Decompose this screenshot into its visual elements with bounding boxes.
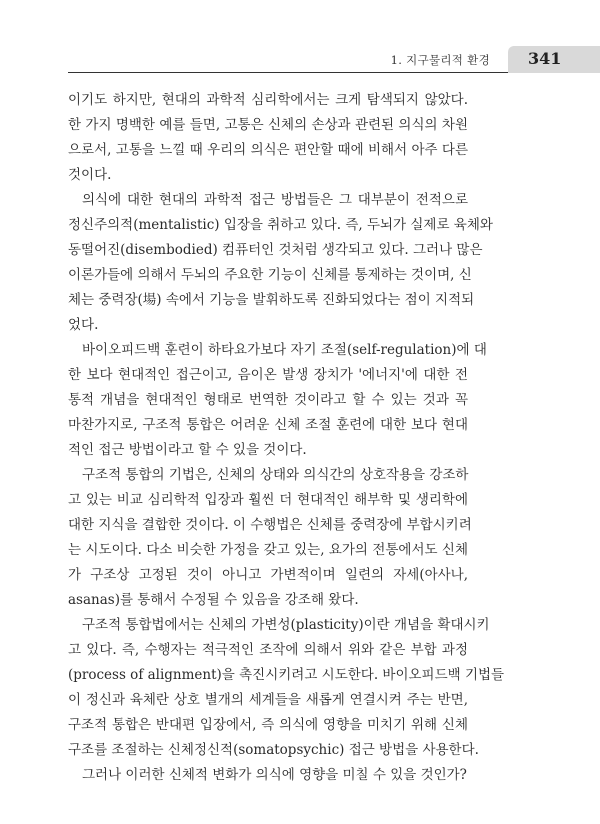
paragraph [68,188,493,338]
paragraph [68,613,505,763]
paragraph [68,338,487,463]
text-line: 통적 개념을 현대적인 형태로 번역한 것이라고 할 수 있는 것과 꼭 [68,392,468,408]
body-text [68,88,505,788]
text-line: (process of alignment)을 촉진시키려고 시도한다. 바이오피드백 기법들 [68,667,505,683]
text-line: 구조적 통합은 반대편 입장에서, 즉 의식에 영향을 미치기 위해 신체 [68,717,468,733]
text-line: 바이오피드백 훈련이 하타요가보다 자기 조절(self-regulation)에 대 [82,342,487,358]
paragraph [68,463,472,613]
paragraph [68,763,468,788]
text-line: 마찬가지로, 구조적 통합은 어려운 신체 조절 훈련에 대한 보다 현대 [68,417,468,433]
text-line: 정신주의적(mentalistic) 입장을 취하고 있다. 즉, 두뇌가 실제로 육체와 [68,217,493,233]
text-line: 가 구조상 고정된 것이 아니고 가변적이며 일련의 자세(아사나, [68,567,468,583]
text-line: 이론가들에 의해서 두뇌의 주요한 기능이 신체를 통제하는 것이며, 신 [68,267,472,283]
text-line: 이 정신과 육체란 상호 별개의 세계들을 새롭게 연결시켜 주는 반면, [68,692,468,708]
text-line: 고 있는 비교 심리학적 입장과 훨씬 더 현대적인 해부학 및 생리학에 [68,492,468,508]
text-line: 는 시도이다. 다소 비슷한 가정을 갖고 있는, 요가의 전통에서도 신체 [68,542,468,558]
text-line: 고 있다. 즉, 수행자는 적극적인 조작에 의해서 위와 같은 부합 과정 [68,642,468,658]
running-head: 1. 지구물리적 환경 [390,53,490,67]
paragraph [68,88,468,188]
text-line: 대한 지식을 결합한 것이다. 이 수행법은 신체를 중력장에 부합시키려 [68,517,472,533]
page-number-tab [508,46,600,73]
text-line: 동떨어진(disembodied) 컴퓨터인 것처럼 생각되고 있다. 그러나 많은 [68,242,483,258]
text-line: 것이다. [68,167,112,183]
page-number: 341 [528,49,562,68]
text-line: 으로서, 고통을 느낄 때 우리의 의식은 편안할 때에 비해서 아주 다른 [68,142,468,158]
text-line: 적인 접근 방법이라고 할 수 있을 것이다. [68,442,307,458]
text-line: 그러나 이러한 신체적 변화가 의식에 영향을 미칠 수 있을 것인가? [82,767,467,783]
header-rule [68,72,508,73]
text-line: asanas)를 통해서 수정될 수 있음을 강조해 왔다. [68,592,359,608]
text-line: 이기도 하지만, 현대의 과학적 심리학에서는 크게 탐색되지 않았다. [68,92,468,108]
text-line: 구조적 통합법에서는 신체의 가변성(plasticity)이란 개념을 확대시키 [82,617,490,633]
text-line: 구조를 조절하는 신체정신적(somatopsychic) 접근 방법을 사용한다. [68,742,479,758]
page-header [68,46,600,76]
text-line: 체는 중력장(場) 속에서 기능을 발휘하도록 진화되었다는 점이 지적되 [68,292,475,308]
text-line: 한 가지 명백한 예를 들면, 고통은 신체의 손상과 관련된 의식의 차원 [68,117,468,133]
text-line: 한 보다 현대적인 접근이고, 음이온 발생 장치가 '에너지'에 대한 전 [68,367,468,383]
text-line: 의식에 대한 현대의 과학적 접근 방법들은 그 대부분이 전적으로 [82,192,468,208]
text-line: 구조적 통합의 기법은, 신체의 상태와 의식간의 상호작용을 강조하 [82,467,469,483]
text-line: 었다. [68,317,99,333]
